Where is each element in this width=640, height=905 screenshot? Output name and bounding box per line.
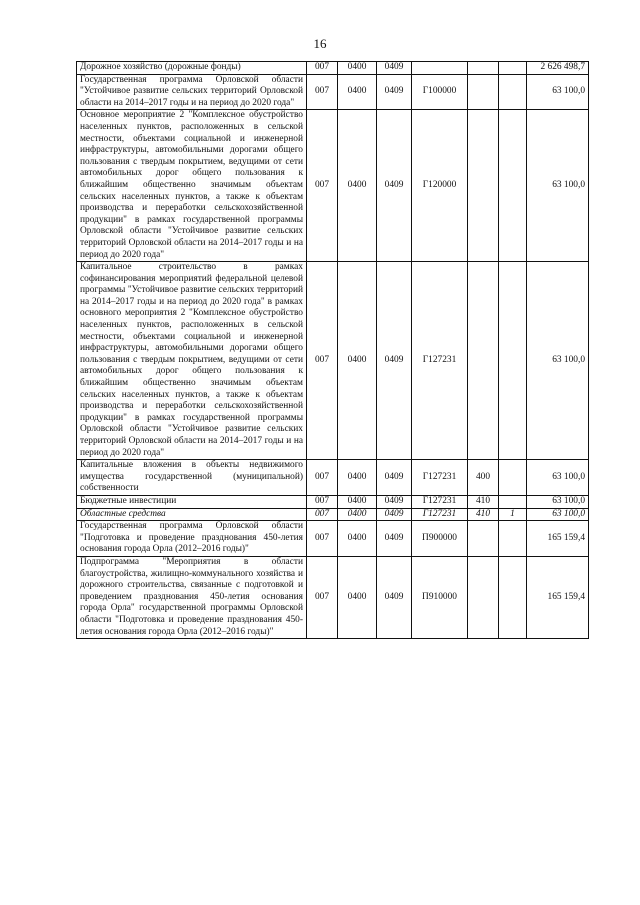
subsection-code: 0409 (377, 460, 412, 496)
section-code: 0400 (338, 110, 377, 262)
row-name: Дорожное хозяйство (дорожные фонды) (77, 62, 307, 75)
subsection-code: 0409 (377, 556, 412, 638)
kosgu-code (499, 110, 527, 262)
ministry-code: 007 (307, 508, 338, 521)
expense-type-code (468, 262, 499, 460)
expense-type-code: 410 (468, 508, 499, 521)
table-row (77, 460, 589, 496)
kosgu-code (499, 62, 527, 75)
table-row (77, 262, 589, 460)
expense-type-code: 410 (468, 495, 499, 508)
kosgu-code (499, 521, 527, 557)
table-row (77, 495, 589, 508)
section-code: 0400 (338, 262, 377, 460)
budget-table (76, 61, 589, 639)
subsection-code: 0409 (377, 495, 412, 508)
kosgu-code (499, 460, 527, 496)
target-code: Г120000 (412, 110, 468, 262)
subsection-code: 0409 (377, 74, 412, 110)
row-name: Государственная программа Орловской области "Устойчивое развитие сельских территорий Орловской области на 2014–2017 годы и на период до 2020 года" (77, 74, 307, 110)
ministry-code: 007 (307, 74, 338, 110)
table-row (77, 508, 589, 521)
subsection-code: 0409 (377, 62, 412, 75)
amount: 63 100,0 (527, 262, 589, 460)
expense-type-code (468, 62, 499, 75)
kosgu-code (499, 74, 527, 110)
section-code: 0400 (338, 495, 377, 508)
target-code: Г100000 (412, 74, 468, 110)
ministry-code: 007 (307, 556, 338, 638)
table-row (77, 62, 589, 75)
expense-type-code (468, 556, 499, 638)
kosgu-code: 1 (499, 508, 527, 521)
section-code: 0400 (338, 74, 377, 110)
target-code: Г127231 (412, 262, 468, 460)
target-code (412, 62, 468, 75)
kosgu-code (499, 556, 527, 638)
amount: 63 100,0 (527, 508, 589, 521)
ministry-code: 007 (307, 110, 338, 262)
page-number: 16 (313, 36, 327, 51)
subsection-code: 0409 (377, 508, 412, 521)
row-name: Капитальное строительство в рамках софинансирования мероприятий федеральной целевой программы "Устойчивое развитие сельских территорий на 2014–2017 годы и на период до 2020 года" в рамках основного мероприятия 2 "Комплексное обустройство населенных пунктов, расположенных в сельской местности, объектами социальной и инженерной инфраструктуры, автомобильными дорогами общего пользования с твердым покрытием, ведущими от сети автомобильных дорог общего пользования к ближайшим общественно значимым объектам сельских населенных пунктов, а также к объектам производства и переработки сельскохозяйственной продукции" в рамках государственной программы Орловской области "Устойчивое развитие сельских территорий Орловской области на 2014–2017 годы и на период до 2020 года" (77, 262, 307, 460)
target-code: П910000 (412, 556, 468, 638)
amount: 2 626 498,7 (527, 62, 589, 75)
amount: 63 100,0 (527, 74, 589, 110)
row-name: Капитальные вложения в объекты недвижимого имущества государственной (муниципальной) собственности (77, 460, 307, 496)
target-code: Г127231 (412, 460, 468, 496)
section-code: 0400 (338, 521, 377, 557)
subsection-code: 0409 (377, 521, 412, 557)
amount: 63 100,0 (527, 110, 589, 262)
row-name: Основное мероприятие 2 "Комплексное обустройство населенных пунктов, расположенных в сельской местности, объектами социальной и инженерной инфраструктуры, автомобильными дорогами общего пользования с твердым покрытием, ведущими от сети автомобильных дорог общего пользования к ближайшим общественно значимым объектам сельских населенных пунктов, а также к объектам производства и переработки сельскохозяйственной продукции" в рамках государственной программы Орловской области "Устойчивое развитие сельских территорий Орловской области на 2014–2017 годы и на период до 2020 года" (77, 110, 307, 262)
row-name: Бюджетные инвестиции (77, 495, 307, 508)
target-code: П900000 (412, 521, 468, 557)
subsection-code: 0409 (377, 262, 412, 460)
section-code: 0400 (338, 556, 377, 638)
table-row (77, 521, 589, 557)
expense-type-code (468, 110, 499, 262)
ministry-code: 007 (307, 495, 338, 508)
expense-type-code (468, 521, 499, 557)
table-row (77, 556, 589, 638)
ministry-code: 007 (307, 262, 338, 460)
ministry-code: 007 (307, 521, 338, 557)
amount: 63 100,0 (527, 460, 589, 496)
section-code: 0400 (338, 508, 377, 521)
expense-type-code (468, 74, 499, 110)
table-row (77, 74, 589, 110)
target-code: Г127231 (412, 495, 468, 508)
kosgu-code (499, 262, 527, 460)
expense-type-code: 400 (468, 460, 499, 496)
row-name: Государственная программа Орловской области "Подготовка и проведение празднования 450-летия основания города Орла (2012–2016 годы)" (77, 521, 307, 557)
section-code: 0400 (338, 62, 377, 75)
subsection-code: 0409 (377, 110, 412, 262)
ministry-code: 007 (307, 62, 338, 75)
ministry-code: 007 (307, 460, 338, 496)
amount: 165 159,4 (527, 556, 589, 638)
row-name: Областные средства (77, 508, 307, 521)
section-code: 0400 (338, 460, 377, 496)
target-code: Г127231 (412, 508, 468, 521)
amount: 165 159,4 (527, 521, 589, 557)
table-row (77, 110, 589, 262)
row-name: Подпрограмма "Мероприятия в области благоустройства, жилищно-коммунального хозяйства и дорожного строительства, связанные с подготовкой и проведением празднования 450-летия основания города Орла" государственной программы Орловской области "Подготовка и проведение празднования 450-летия основания города Орла (2012–2016 годы)" (77, 556, 307, 638)
amount: 63 100,0 (527, 495, 589, 508)
kosgu-code (499, 495, 527, 508)
